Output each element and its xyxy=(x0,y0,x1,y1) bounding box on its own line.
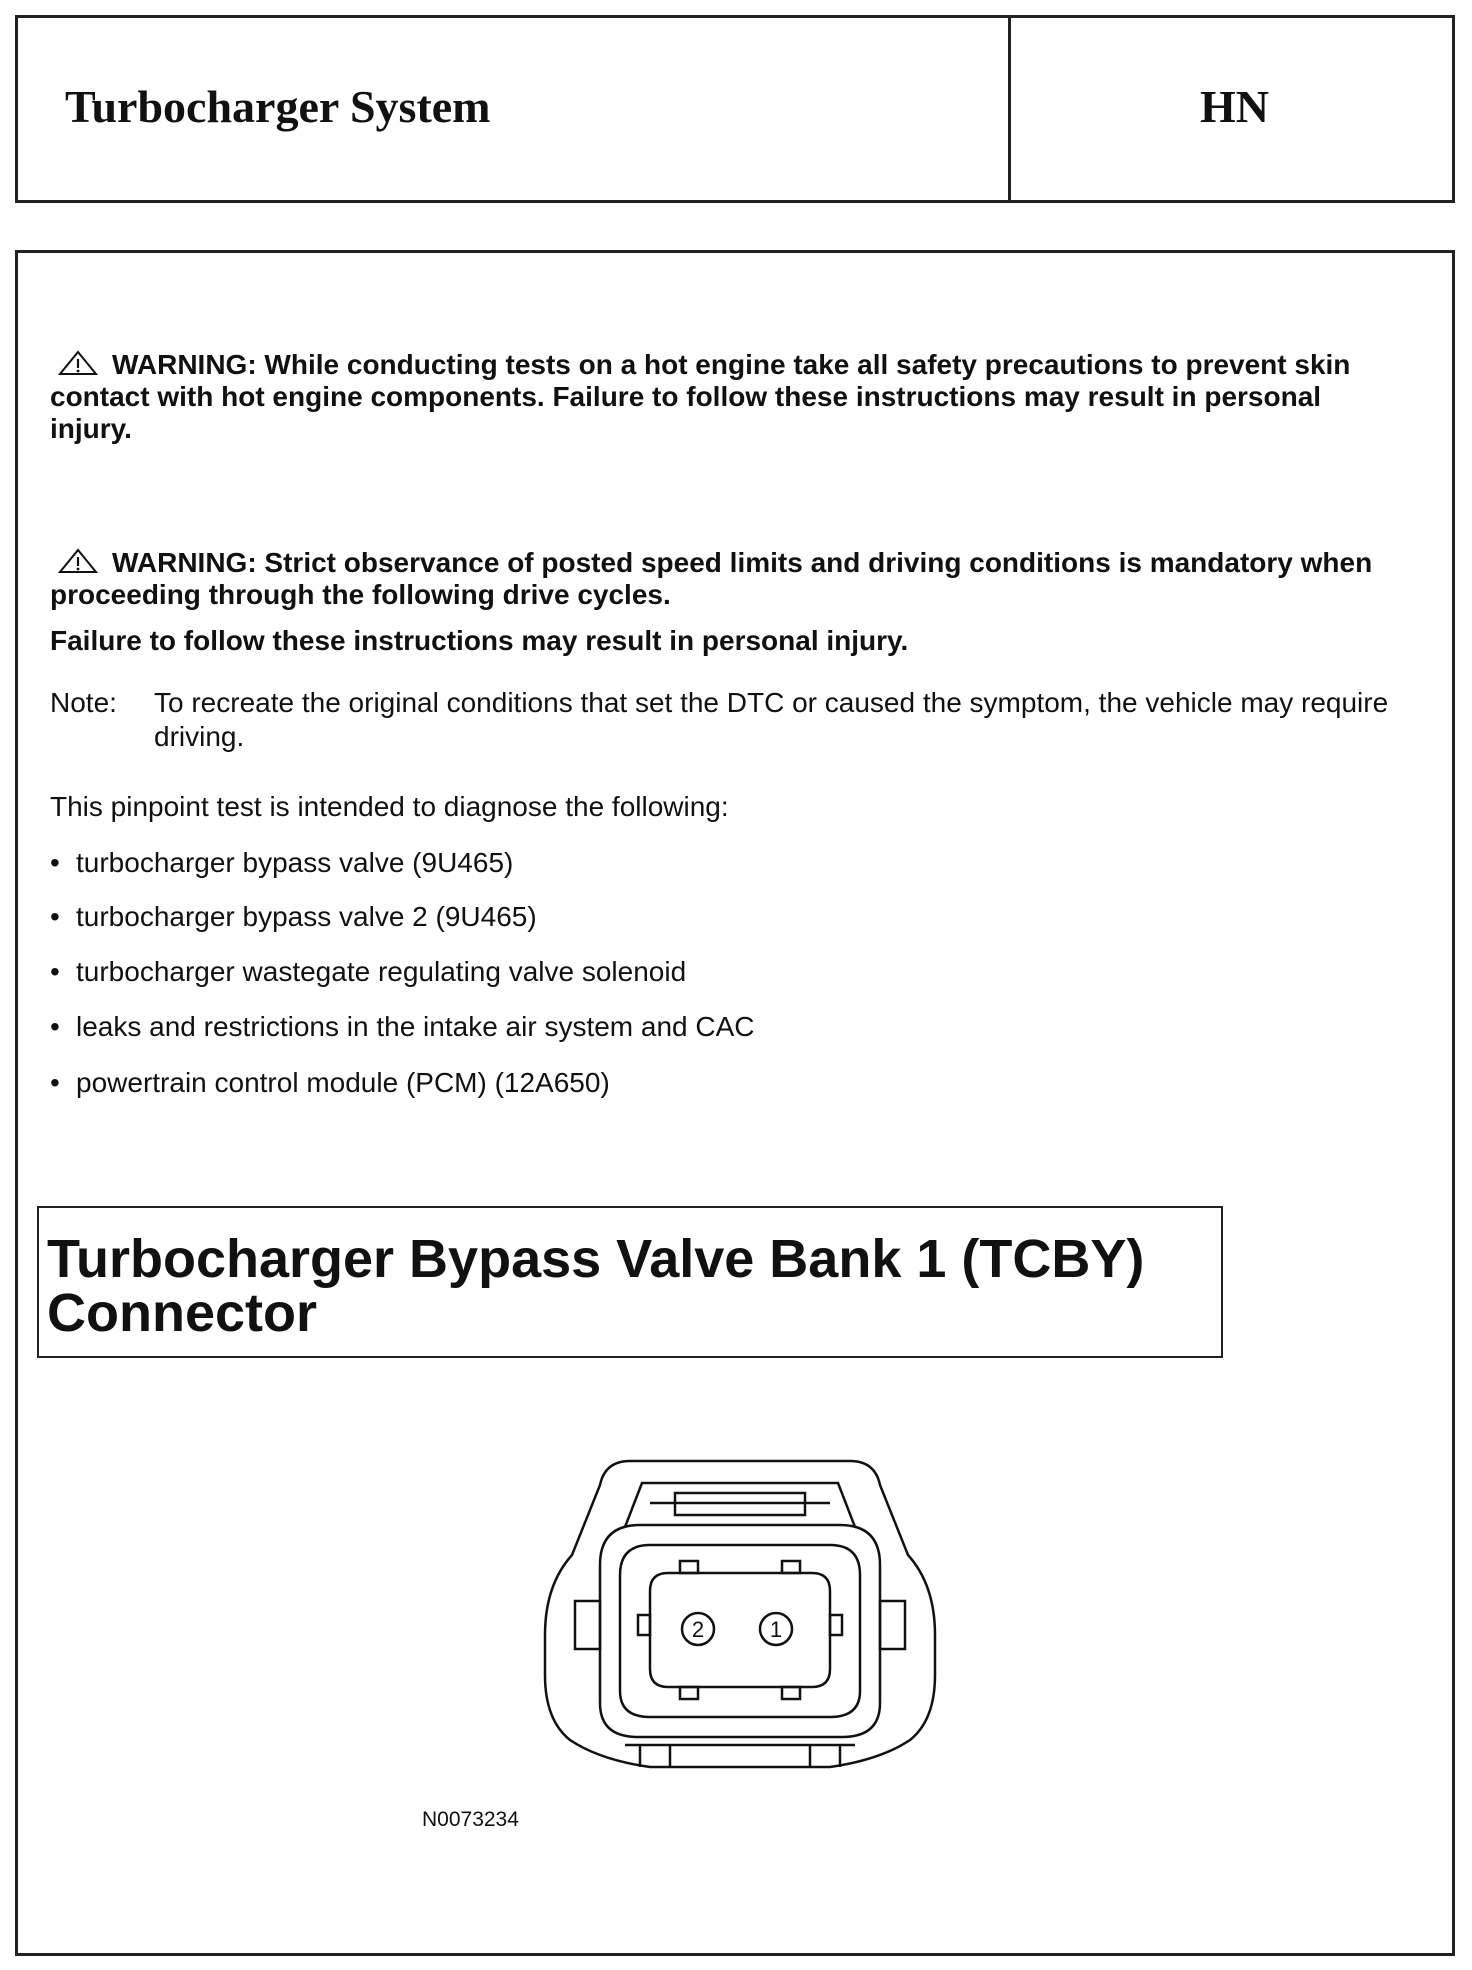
warning-triangle-icon xyxy=(58,350,98,376)
warning-text: WARNING: While conducting tests on a hot engine take all safety precautions to prevent skin contact with hot engine components. Failure to follow these instructions may result in personal injury. xyxy=(50,349,1351,444)
connector-inner-shell xyxy=(620,1545,860,1717)
figure-id: N0073234 xyxy=(422,1808,519,1831)
header-divider xyxy=(1008,15,1011,203)
pin-label-2: 2 xyxy=(691,1617,705,1642)
list-item: • turbocharger bypass valve 2 (9U465) xyxy=(50,901,537,932)
warning-followup: Failure to follow these instructions may result in personal injury. xyxy=(50,625,909,656)
section-code: HN xyxy=(1200,81,1269,132)
list-item: • powertrain control module (PCM) (12A650) xyxy=(50,1067,610,1098)
connector-side-tab-left xyxy=(575,1601,600,1649)
note-label: Note: xyxy=(50,687,117,718)
connector-side-tab-right xyxy=(880,1601,905,1649)
connector-latch xyxy=(625,1483,855,1527)
warning-speed-limits xyxy=(50,547,1400,611)
connector-middle-shell xyxy=(600,1525,880,1737)
intro-text: This pinpoint test is intended to diagnose the following: xyxy=(50,791,729,822)
connector-diagram xyxy=(530,1455,950,1785)
section-title: Turbocharger Bypass Valve Bank 1 (TCBY) Connector xyxy=(47,1229,1145,1343)
warning-text: WARNING: Strict observance of posted speed limits and driving conditions is mandatory when proceeding through the following drive cycles. xyxy=(50,547,1373,610)
warning-hot-engine xyxy=(50,349,1400,445)
list-item: • turbocharger bypass valve (9U465) xyxy=(50,847,514,878)
pin-label-1: 1 xyxy=(769,1617,783,1642)
note-text: To recreate the original conditions that set the DTC or caused the symptom, the vehicle may require driving. xyxy=(154,687,1389,752)
page-title: Turbocharger System xyxy=(65,81,491,132)
list-item: • turbocharger wastegate regulating valve solenoid xyxy=(50,956,687,987)
list-item: • leaks and restrictions in the intake air system and CAC xyxy=(50,1011,755,1042)
warning-triangle-icon xyxy=(58,548,98,574)
connector-pin-cavity xyxy=(650,1573,830,1687)
